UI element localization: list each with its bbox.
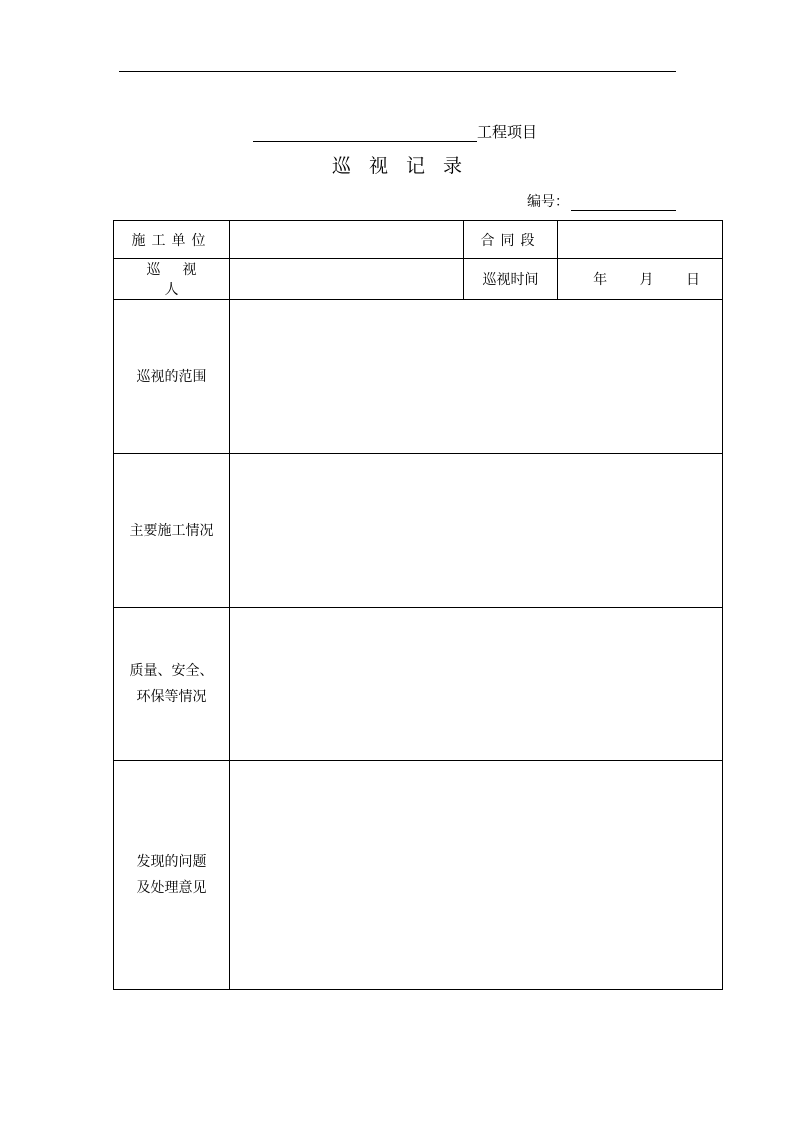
label-line: 及处理意见 bbox=[136, 880, 207, 896]
label-line: 质量、安全、 bbox=[129, 663, 214, 679]
contractor-label: 施工单位 bbox=[114, 221, 230, 259]
issues-handling-field[interactable] bbox=[230, 761, 723, 990]
table-row bbox=[114, 761, 723, 990]
table-row bbox=[114, 221, 723, 259]
date-day-label: 日 bbox=[686, 272, 700, 288]
project-suffix: 工程项目 bbox=[477, 123, 538, 141]
construction-status-field[interactable] bbox=[230, 454, 723, 608]
table-row bbox=[114, 454, 723, 608]
label-line: 发现的问题 bbox=[136, 854, 207, 870]
inspection-scope-field[interactable] bbox=[230, 300, 723, 454]
title-char: 视 bbox=[368, 155, 388, 177]
date-month-label: 月 bbox=[639, 272, 654, 288]
date-year-label: 年 bbox=[593, 272, 608, 288]
table-row bbox=[114, 259, 723, 300]
contract-section-field[interactable] bbox=[558, 221, 723, 259]
issues-handling-label bbox=[114, 761, 230, 990]
construction-status-label bbox=[114, 454, 230, 608]
serial-number bbox=[527, 191, 676, 211]
serial-label: 编号： bbox=[527, 194, 569, 210]
document-title bbox=[0, 151, 794, 178]
quality-safety-label bbox=[114, 608, 230, 761]
title-char: 记 bbox=[406, 155, 426, 177]
label-line: 环保等情况 bbox=[136, 689, 207, 705]
project-name-line bbox=[253, 120, 537, 142]
header-rule bbox=[119, 71, 676, 72]
label-line: 巡视的范围 bbox=[136, 368, 207, 385]
inspection-date-field[interactable] bbox=[558, 259, 723, 300]
contract-section-label: 合同段 bbox=[464, 221, 558, 259]
table-row bbox=[114, 300, 723, 454]
inspection-record-table bbox=[113, 220, 723, 990]
inspection-time-label: 巡视时间 bbox=[464, 259, 558, 300]
inspector-field[interactable] bbox=[230, 259, 464, 300]
contractor-field[interactable] bbox=[230, 221, 464, 259]
table-row bbox=[114, 608, 723, 761]
label-line: 主要施工情况 bbox=[129, 522, 214, 539]
title-char: 巡 bbox=[331, 155, 351, 177]
title-char: 录 bbox=[443, 155, 463, 177]
project-name-blank[interactable] bbox=[253, 123, 477, 142]
inspector-label: 巡视人 bbox=[114, 259, 230, 300]
inspection-scope-label bbox=[114, 300, 230, 454]
quality-safety-field[interactable] bbox=[230, 608, 723, 761]
serial-blank[interactable] bbox=[571, 194, 676, 211]
